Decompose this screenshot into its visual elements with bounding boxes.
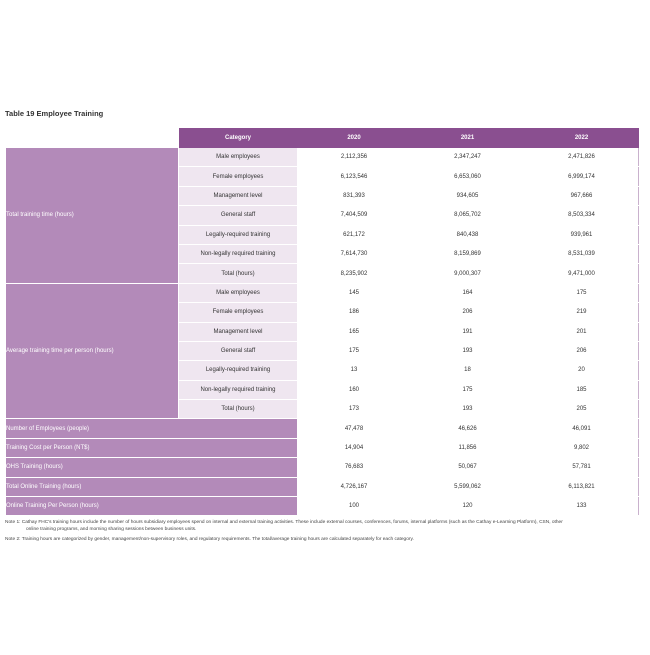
value-cell: 9,471,000 bbox=[525, 264, 639, 283]
header-row bbox=[6, 129, 639, 148]
value-cell: 185 bbox=[525, 380, 639, 399]
header-year-2020: 2020 bbox=[298, 129, 411, 148]
value-cell: 175 bbox=[298, 341, 411, 360]
header-year-2021: 2021 bbox=[411, 129, 525, 148]
value-cell: 967,666 bbox=[525, 186, 639, 205]
value-cell: 47,478 bbox=[298, 419, 411, 438]
value-cell: 8,065,702 bbox=[411, 206, 525, 225]
value-cell: 7,614,730 bbox=[298, 244, 411, 263]
value-cell: 20 bbox=[525, 361, 639, 380]
table-row bbox=[6, 283, 639, 302]
row-label: Number of Employees (people) bbox=[6, 419, 298, 438]
value-cell: 6,999,174 bbox=[525, 167, 639, 186]
value-cell: 206 bbox=[411, 303, 525, 322]
value-cell: 8,235,902 bbox=[298, 264, 411, 283]
row-label: Female employees bbox=[179, 303, 298, 322]
value-cell: 201 bbox=[525, 322, 639, 341]
row-label: General staff bbox=[179, 206, 298, 225]
value-cell: 6,113,821 bbox=[525, 477, 639, 496]
value-cell: 11,856 bbox=[411, 438, 525, 457]
group-label: Average training time per person (hours) bbox=[6, 283, 179, 419]
value-cell: 4,726,167 bbox=[298, 477, 411, 496]
row-label: General staff bbox=[179, 341, 298, 360]
table-title: Table 19 Employee Training bbox=[5, 109, 104, 118]
value-cell: 9,802 bbox=[525, 438, 639, 457]
value-cell: 8,503,334 bbox=[525, 206, 639, 225]
value-cell: 9,000,307 bbox=[411, 264, 525, 283]
table-row bbox=[6, 458, 639, 477]
value-cell: 831,393 bbox=[298, 186, 411, 205]
table-row bbox=[6, 148, 639, 167]
value-cell: 133 bbox=[525, 497, 639, 516]
value-cell: 193 bbox=[411, 400, 525, 419]
value-cell: 120 bbox=[411, 497, 525, 516]
row-label: Total Online Training (hours) bbox=[6, 477, 298, 496]
value-cell: 57,781 bbox=[525, 458, 639, 477]
table-row bbox=[6, 497, 639, 516]
header-year-2022: 2022 bbox=[525, 129, 639, 148]
row-label: Management level bbox=[179, 186, 298, 205]
value-cell: 100 bbox=[298, 497, 411, 516]
value-cell: 939,961 bbox=[525, 225, 639, 244]
value-cell: 193 bbox=[411, 341, 525, 360]
table-notes bbox=[5, 519, 640, 546]
value-cell: 934,605 bbox=[411, 186, 525, 205]
row-label: Male employees bbox=[179, 283, 298, 302]
row-label: Legally-required training bbox=[179, 225, 298, 244]
value-cell: 621,172 bbox=[298, 225, 411, 244]
value-cell: 14,904 bbox=[298, 438, 411, 457]
value-cell: 219 bbox=[525, 303, 639, 322]
table-row bbox=[6, 419, 639, 438]
value-cell: 2,471,826 bbox=[525, 148, 639, 167]
table-body bbox=[6, 148, 639, 516]
value-cell: 175 bbox=[525, 283, 639, 302]
table-row bbox=[6, 477, 639, 496]
value-cell: 165 bbox=[298, 322, 411, 341]
value-cell: 206 bbox=[525, 341, 639, 360]
row-label: Training Cost per Person (NT$) bbox=[6, 438, 298, 457]
value-cell: 5,599,062 bbox=[411, 477, 525, 496]
row-label: Total (hours) bbox=[179, 264, 298, 283]
value-cell: 173 bbox=[298, 400, 411, 419]
value-cell: 2,347,247 bbox=[411, 148, 525, 167]
value-cell: 164 bbox=[411, 283, 525, 302]
group-label: Total training time (hours) bbox=[6, 148, 179, 284]
employee-training-table bbox=[5, 128, 639, 516]
row-label: Non-legally required training bbox=[179, 380, 298, 399]
row-label: OHS Training (hours) bbox=[6, 458, 298, 477]
value-cell: 8,531,039 bbox=[525, 244, 639, 263]
value-cell: 18 bbox=[411, 361, 525, 380]
value-cell: 160 bbox=[298, 380, 411, 399]
row-label: Legally-required training bbox=[179, 361, 298, 380]
value-cell: 6,653,060 bbox=[411, 167, 525, 186]
value-cell: 76,683 bbox=[298, 458, 411, 477]
row-label: Female employees bbox=[179, 167, 298, 186]
value-cell: 191 bbox=[411, 322, 525, 341]
value-cell: 50,067 bbox=[411, 458, 525, 477]
value-cell: 2,112,356 bbox=[298, 148, 411, 167]
header-blank-cell bbox=[6, 129, 179, 148]
row-label: Male employees bbox=[179, 148, 298, 167]
note-1-line-2: online training programs, and morning sharing sessions between business units. bbox=[26, 527, 197, 532]
table-row bbox=[6, 438, 639, 457]
value-cell: 175 bbox=[411, 380, 525, 399]
row-label: Online Training Per Person (hours) bbox=[6, 497, 298, 516]
value-cell: 46,091 bbox=[525, 419, 639, 438]
value-cell: 7,404,509 bbox=[298, 206, 411, 225]
value-cell: 205 bbox=[525, 400, 639, 419]
row-label: Non-legally required training bbox=[179, 244, 298, 263]
row-label: Total (hours) bbox=[179, 400, 298, 419]
value-cell: 13 bbox=[298, 361, 411, 380]
note-2: Note 2: Training hours are categorized by gender, management/non-supervisory roles, and regulatory requirements. The total/average training hours are calculated separately for each category. bbox=[5, 537, 414, 542]
row-label: Management level bbox=[179, 322, 298, 341]
note-1-line-1: Note 1: Cathay FHC's training hours include the number of hours subsidiary employees spend on internal and external training activities. These include external courses, conferences, forums, internal platforms (such as the Cathay e-Learning Platform), CSN, other bbox=[5, 520, 563, 525]
value-cell: 46,626 bbox=[411, 419, 525, 438]
value-cell: 145 bbox=[298, 283, 411, 302]
value-cell: 186 bbox=[298, 303, 411, 322]
header-category: Category bbox=[179, 129, 298, 148]
value-cell: 8,159,869 bbox=[411, 244, 525, 263]
value-cell: 840,438 bbox=[411, 225, 525, 244]
value-cell: 6,123,546 bbox=[298, 167, 411, 186]
note-1 bbox=[5, 519, 640, 533]
